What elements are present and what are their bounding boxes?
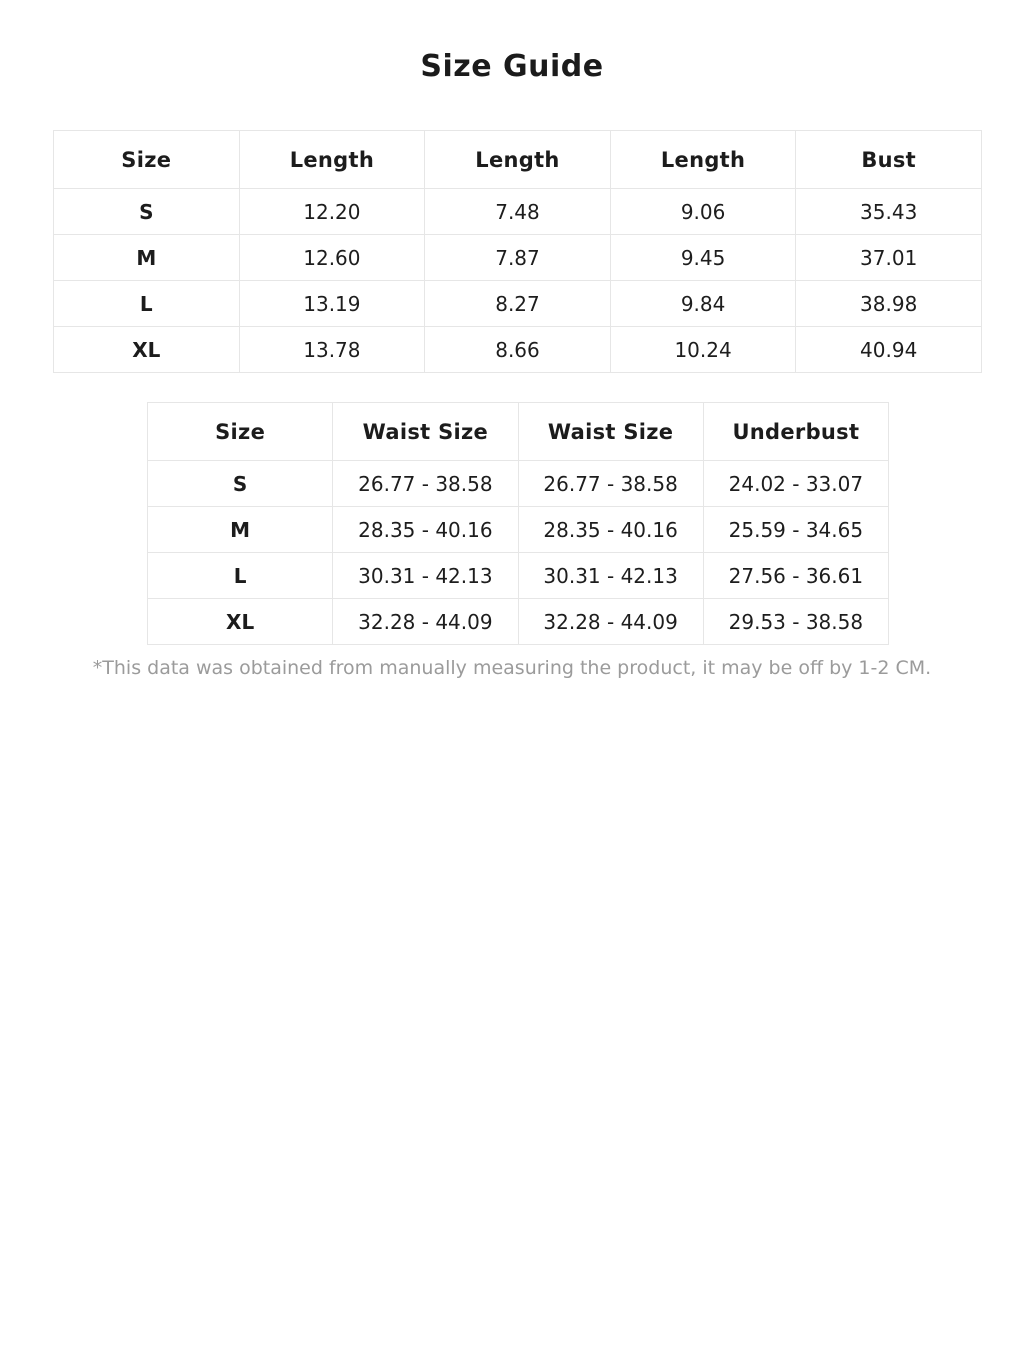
- value-cell: 28.35 - 40.16: [333, 507, 518, 553]
- column-header-waist-1: Waist Size: [333, 403, 518, 461]
- column-header-waist-2: Waist Size: [518, 403, 703, 461]
- table-row-m: [54, 235, 982, 281]
- size-cell: L: [54, 281, 240, 327]
- table-row-xl: [148, 599, 889, 645]
- page-title: Size Guide: [420, 49, 604, 84]
- measurements-header-row: [54, 131, 982, 189]
- measurements-table: [53, 130, 982, 373]
- size-cell: M: [148, 507, 333, 553]
- value-cell: 28.35 - 40.16: [518, 507, 703, 553]
- value-cell: 26.77 - 38.58: [333, 461, 518, 507]
- value-cell: 9.45: [610, 235, 796, 281]
- table-row-s: [148, 461, 889, 507]
- waist-table: [147, 402, 889, 645]
- column-header-underbust: Underbust: [703, 403, 888, 461]
- size-cell: S: [54, 189, 240, 235]
- value-cell: 9.06: [610, 189, 796, 235]
- value-cell: 10.24: [610, 327, 796, 373]
- value-cell: 29.53 - 38.58: [703, 599, 888, 645]
- size-cell: S: [148, 461, 333, 507]
- column-header-length-2: Length: [425, 131, 611, 189]
- size-cell: M: [54, 235, 240, 281]
- value-cell: 24.02 - 33.07: [703, 461, 888, 507]
- value-cell: 30.31 - 42.13: [333, 553, 518, 599]
- value-cell: 32.28 - 44.09: [518, 599, 703, 645]
- column-header-length-1: Length: [239, 131, 425, 189]
- column-header-length-3: Length: [610, 131, 796, 189]
- table-row-s: [54, 189, 982, 235]
- value-cell: 38.98: [796, 281, 982, 327]
- measurement-disclaimer: *This data was obtained from manually measuring the product, it may be off by 1-2 CM.: [92, 657, 932, 679]
- value-cell: 37.01: [796, 235, 982, 281]
- table-row-m: [148, 507, 889, 553]
- value-cell: 12.20: [239, 189, 425, 235]
- column-header-bust: Bust: [796, 131, 982, 189]
- value-cell: 35.43: [796, 189, 982, 235]
- value-cell: 8.27: [425, 281, 611, 327]
- value-cell: 27.56 - 36.61: [703, 553, 888, 599]
- value-cell: 30.31 - 42.13: [518, 553, 703, 599]
- value-cell: 13.78: [239, 327, 425, 373]
- value-cell: 8.66: [425, 327, 611, 373]
- column-header-size: Size: [148, 403, 333, 461]
- table-row-l: [54, 281, 982, 327]
- value-cell: 26.77 - 38.58: [518, 461, 703, 507]
- size-cell: XL: [148, 599, 333, 645]
- table-row-xl: [54, 327, 982, 373]
- value-cell: 25.59 - 34.65: [703, 507, 888, 553]
- value-cell: 40.94: [796, 327, 982, 373]
- value-cell: 13.19: [239, 281, 425, 327]
- table-row-l: [148, 553, 889, 599]
- size-cell: XL: [54, 327, 240, 373]
- size-cell: L: [148, 553, 333, 599]
- value-cell: 7.48: [425, 189, 611, 235]
- value-cell: 32.28 - 44.09: [333, 599, 518, 645]
- value-cell: 9.84: [610, 281, 796, 327]
- value-cell: 12.60: [239, 235, 425, 281]
- waist-header-row: [148, 403, 889, 461]
- column-header-size: Size: [54, 131, 240, 189]
- value-cell: 7.87: [425, 235, 611, 281]
